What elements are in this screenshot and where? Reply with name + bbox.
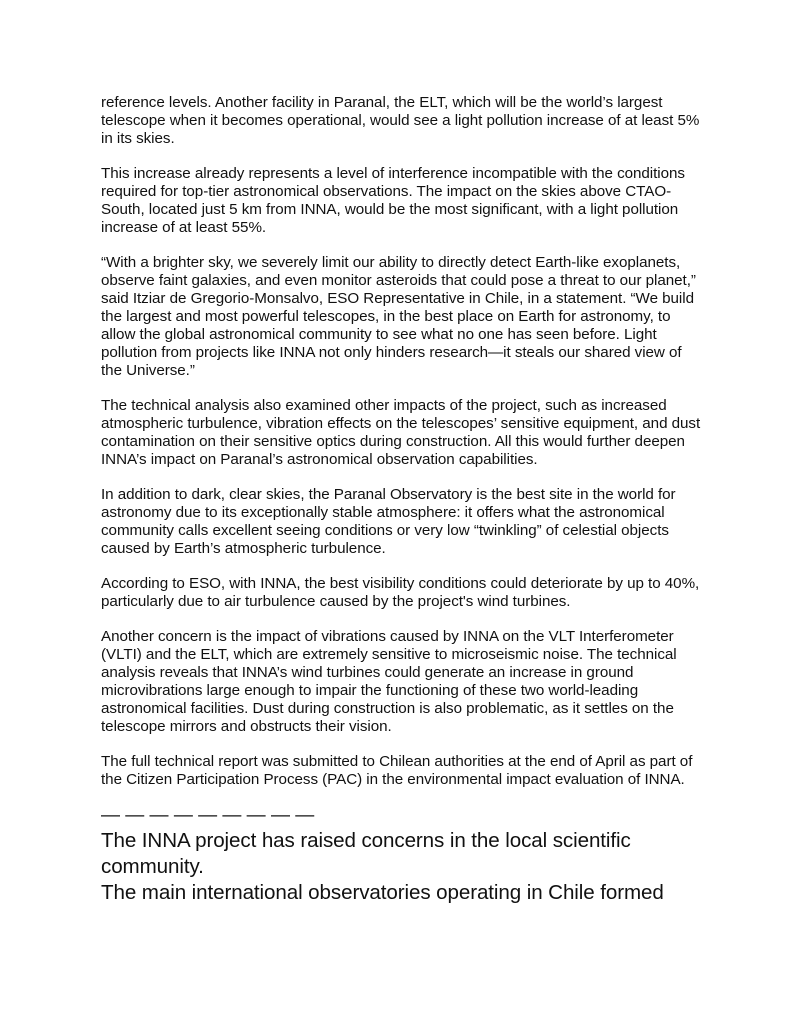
paragraph-5: In addition to dark, clear skies, the Paranal Observatory is the best site in the world for astronomy due to its exceptionally stable atmosphere: it offers what the astronomical community calls excellent seeing conditions or very low “twinkling” of celestial objects caused by Earth’s atmospheric turbulence.: [101, 486, 676, 557]
paragraph-3: “With a brighter sky, we severely limit our ability to directly detect Earth-like exoplanets, observe faint galaxies, and even monitor asteroids that could pose a threat to our planet,” said Itziar de Gregorio-Monsalvo, ESO Representative in Chile, in a statement. “We build the largest and most powerful telescopes, in the best place on Earth for astronomy, to allow the global astronomical community to see what no one has seen before. Light pollution from projects like INNA not only hinders research—it steals our shared view of the Universe.”: [101, 254, 696, 379]
section-divider: — — — — — — — — —: [101, 805, 315, 826]
large-text-line-1: The INNA project has raised concerns in the local scientific community.: [101, 829, 631, 878]
document-page: [101, 94, 701, 906]
paragraph-4: The technical analysis also examined other impacts of the project, such as increased atmospheric turbulence, vibration effects on the telescopes’ sensitive equipment, and dust contamination on their sensitive optics during construction. All this would further deepen INNA’s impact on Paranal’s astronomical observation capabilities.: [101, 397, 701, 468]
paragraph-8: The full technical report was submitted to Chilean authorities at the end of April as part of the Citizen Participation Process (PAC) in the environmental impact evaluation of INNA.: [101, 753, 693, 788]
paragraph-6: According to ESO, with INNA, the best visibility conditions could deteriorate by up to 40%, particularly due to air turbulence caused by the project's wind turbines.: [101, 575, 700, 610]
paragraph-2: This increase already represents a level of interference incompatible with the conditions required for top-tier astronomical observations. The impact on the skies above CTAO-South, located just 5 km from INNA, would be the most significant, with a light pollution increase of at least 55%.: [101, 165, 685, 236]
large-text-line-2: The main international observatories operating in Chile formed: [101, 881, 664, 904]
paragraph-1: reference levels. Another facility in Paranal, the ELT, which will be the world’s largest telescope when it becomes operational, would see a light pollution increase of at least 5% in its skies.: [101, 94, 700, 147]
paragraph-7: Another concern is the impact of vibrations caused by INNA on the VLT Interferometer (VLTI) and the ELT, which are extremely sensitive to microseismic noise. The technical analysis reveals that INNA’s wind turbines could generate an increase in ground microvibrations large enough to impair the functioning of these two world-leading astronomical facilities. Dust during construction is also problematic, as it settles on the telescope mirrors and obstructs their vision.: [101, 628, 677, 735]
